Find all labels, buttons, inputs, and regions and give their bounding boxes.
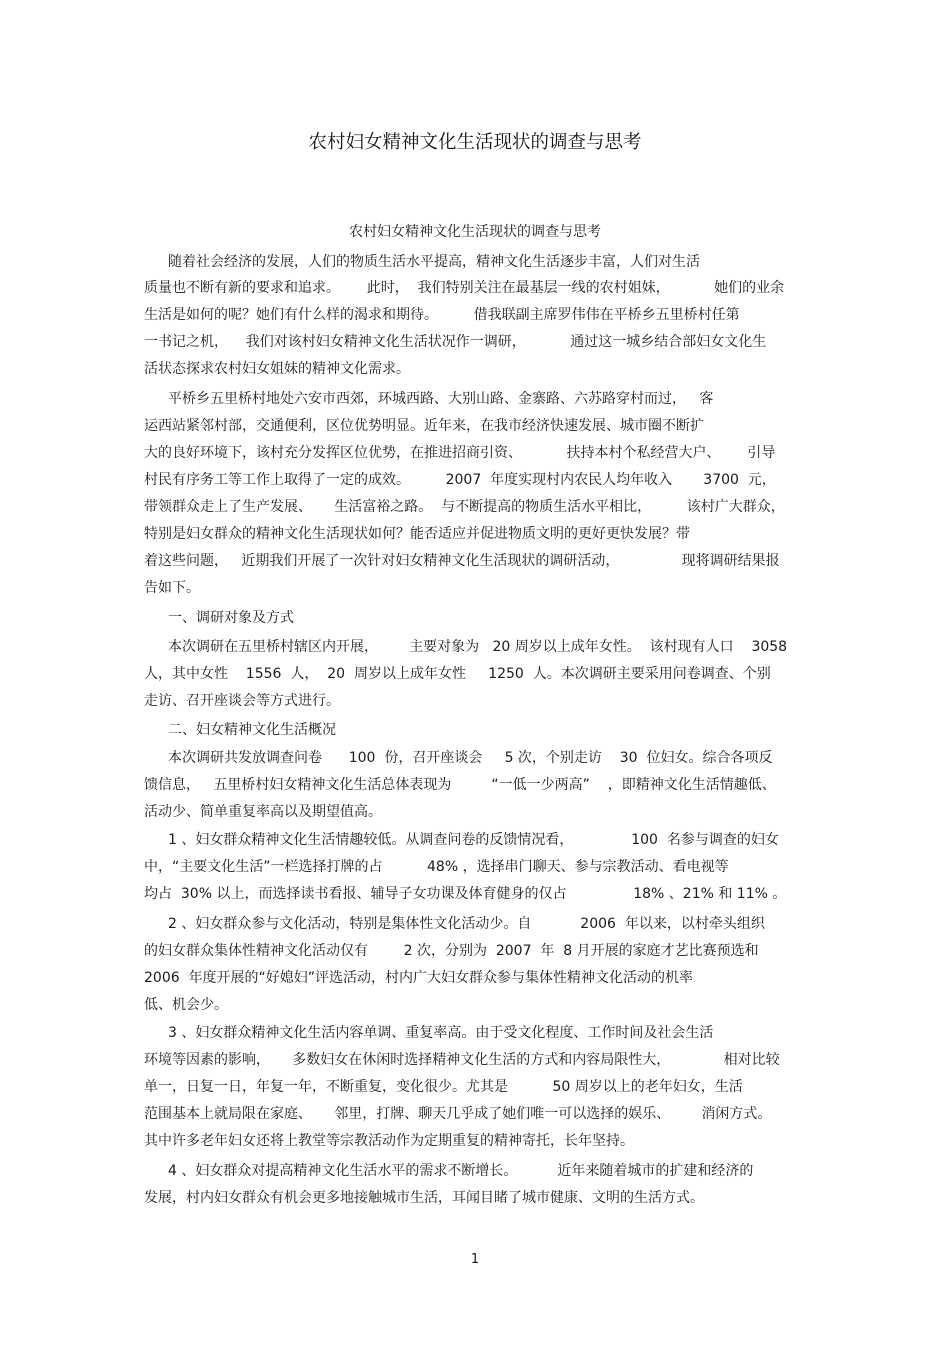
paragraph-line: 大的良好环境下，该村充分发挥区位优势，在推进招商引资、 扶持本村个私经营大户、 引导 (144, 445, 776, 461)
paragraph-line: 带领群众走上了生产发展、 生活富裕之路。 与不断提高的物质生活水平相比， 该村广大群众， (144, 499, 785, 515)
paragraph-line: 本次调研在五里桥村辖区内开展， 主要对象为 20 周岁以上成年女性。 该村现有人口 3058 (168, 639, 788, 655)
paragraph-line: 馈信息， 五里桥村妇女精神文化生活总体表现为 “一低一少两高” ，即精神文化生活情趣低、 (144, 777, 776, 793)
paragraph-line: 其中许多老年妇女还将上教堂等宗教活动作为定期重复的精神寄托，长年坚持。 (144, 1133, 634, 1149)
paragraph-line: 3 、妇女群众精神文化生活内容单调、重复率高。由于受文化程度、工作时间及社会生活 (168, 1025, 714, 1041)
paragraph-line: 中，“主要文化生活”一栏选择打牌的占 48% ，选择串门聊天、参与宗教活动、看电视等 (144, 859, 729, 875)
section-heading: 二、妇女精神文化生活概况 (168, 722, 336, 738)
page-number: 1 (470, 1252, 480, 1267)
paragraph-line: 着这些问题， 近期我们开展了一次针对妇女精神文化生活现状的调研活动， 现将调研结果报 (144, 553, 780, 569)
paragraph-line: 均占 30% 以上，而选择读书看报、辅导子女功课及体育健身的仅占 18% 、21% 和 11% 。 (144, 886, 787, 902)
document-subtitle: 农村妇女精神文化生活现状的调查与思考 (349, 224, 601, 240)
paragraph-line: 一书记之机， 我们对该村妇女精神文化生活状况作一调研， 通过这一城乡结合部妇女文化生 (144, 334, 767, 350)
paragraph-line: 环境等因素的影响， 多数妇女在休闲时选择精神文化生活的方式和内容局限性大， 相对比较 (144, 1052, 780, 1068)
paragraph-line: 发展，村内妇女群众有机会更多地接触城市生活，耳闻目睹了城市健康、文明的生活方式。 (144, 1190, 704, 1206)
paragraph-line: 生活是如何的呢？她们有什么样的渴求和期待。 借我联副主席罗伟伟在平桥乡五里桥村任第 (144, 307, 740, 323)
paragraph-line: 本次调研共发放调查问卷 100 份，召开座谈会 5 次，个别走访 30 位妇女。综合各项反 (168, 750, 773, 766)
paragraph-line: 活状态探求农村妇女姐妹的精神文化需求。 (144, 361, 410, 377)
paragraph-line: 低、机会少。 (144, 997, 228, 1013)
paragraph-line: 4 、妇女群众对提高精神文化生活水平的需求不断增长。 近年来随着城市的扩建和经济的 (168, 1163, 754, 1179)
paragraph-line: 2006 年度开展的“好媳妇”评选活动，村内广大妇女群众参与集体性精神文化活动的机率 (144, 970, 694, 986)
document-title: 农村妇女精神文化生活现状的调查与思考 (308, 132, 642, 153)
paragraph-line: 1 、妇女群众精神文化生活情趣较低。从调查问卷的反馈情况看， 100 名参与调查的妇女 (168, 832, 779, 848)
paragraph-line: 村民有序务工等工作上取得了一定的成效。 2007 年度实现村内农民人均年收入 3700 元， (144, 472, 776, 488)
paragraph-line: 运西站紧邻村部，交通便利，区位优势明显。近年来，在我市经济快速发展、城市圈不断扩 (144, 418, 704, 434)
paragraph-line: 范围基本上就局限在家庭、 邻里，打牌、聊天几乎成了她们唯一可以选择的娱乐、 消闲方式。 (144, 1106, 772, 1122)
paragraph-line: 走访、召开座谈会等方式进行。 (144, 693, 340, 709)
paragraph-line: 的妇女群众集体性精神文化活动仅有 2 次，分别为 2007 年 8 月开展的家庭才艺比赛预选和 (144, 943, 759, 959)
paragraph-line: 2 、妇女群众参与文化活动，特别是集体性文化活动少。自 2006 年以来，以村牵头组织 (168, 916, 765, 932)
paragraph-line: 活动少、简单重复率高以及期望值高。 (144, 804, 382, 820)
paragraph-line: 特别是妇女群众的精神文化生活现状如何？能否适应并促进物质文明的更好更快发展？带 (144, 526, 690, 542)
paragraph-line: 质量也不断有新的要求和追求。 此时， 我们特别关注在最基层一线的农村姐妹， 她们的业余 (144, 280, 785, 296)
paragraph-line: 平桥乡五里桥村地处六安市西郊，环城西路、大别山路、金寨路、六苏路穿村而过， 客 (168, 391, 714, 407)
paragraph-line: 随着社会经济的发展，人们的物质生活水平提高，精神文化生活逐步丰富，人们对生活 (168, 254, 700, 270)
paragraph-line: 告如下。 (144, 580, 200, 596)
paragraph-line: 人，其中女性 1556 人， 20 周岁以上成年女性 1250 人。本次调研主要采用问卷调查、个别 (144, 666, 771, 682)
paragraph-line: 单一，日复一日，年复一年，不断重复，变化很少。尤其是 50 周岁以上的老年妇女，生活 (144, 1079, 743, 1095)
section-heading: 一、调研对象及方式 (168, 610, 294, 626)
